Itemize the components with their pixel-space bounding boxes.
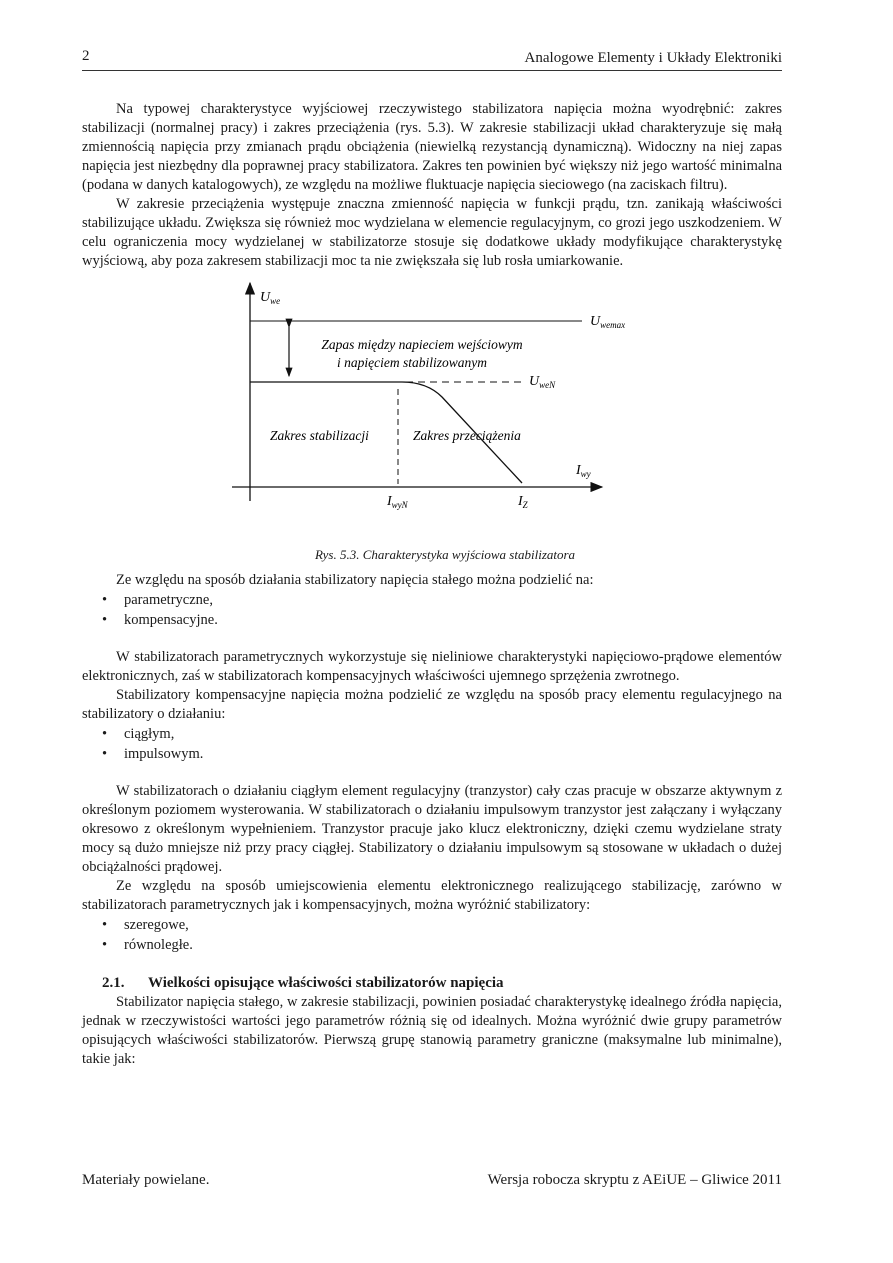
paragraph-7: Ze względu na sposób umiejscowienia elementu elektronicznego realizującego stabilizację, zarówno w stabilizatorach parametrycznych jak i kompensacyjnych, można wyróżnić stabilizatory: xyxy=(82,878,782,913)
footer-right: Wersja robocza skryptu z AEiUE – Gliwice 2011 xyxy=(487,1172,782,1188)
label-i-wy: $I_{wy}$ xyxy=(576,463,591,479)
section-heading xyxy=(82,973,782,993)
list-item: • szeregowe, xyxy=(82,915,782,935)
paragraph-6: W stabilizatorach o działaniu ciągłym element regulacyjny (tranzystor) cały czas pracuje w obszarze aktywnym z określonym poziomem wysterowania. W stabilizatorach o działaniu impulsowym tranzystor jest załączany i wyłączany okresowo z określonym wypełnieniem. Tranzystor pracuje jako klucz elektroniczny, dzięki czemu wydzielane straty mocy są dużo mniejsze niż przy pracy ciągłej. Stabilizatory o działaniu impulsowym są stosowane w układach o dużej obciążalności prądowej. xyxy=(82,783,782,875)
footer-left: Materiały powielane. xyxy=(82,1172,210,1188)
list-item: • ciągłym, xyxy=(82,724,782,744)
paragraph-2: W zakresie przeciążenia występuje znaczna zmienność napięcia w funkcji prądu, tzn. zanikają właściwości stabilizujące układu. Zwiększa się również moc wydzielana w elemencie regulacyjnym, co grozi jego uszkodzeniem. W celu ograniczenia mocy wydzielanej w stabilizatorze stosuje się dodatkowe układy modyfikujące charakterystykę wyjściową, aby poza zakresem stabilizacji moc ta nie zwiększała się lub rosła umiarkowanie. xyxy=(82,196,782,269)
running-title: Analogowe Elementy i Układy Elektroniki xyxy=(524,50,782,66)
list-item: • równoległe. xyxy=(82,935,782,955)
list-operation-modes xyxy=(82,724,782,764)
paragraph-4: W stabilizatorach parametrycznych wykorzystuje się nieliniowe charakterystyki napięciowo-prądowe elementów elektronicznych, zaś w stabilizatorach kompensacyjnych właściwości ujemnego sprzężenia zwrotnego. xyxy=(82,649,782,684)
list-stabilizer-types xyxy=(82,590,782,630)
figure-output-characteristic xyxy=(82,279,782,539)
label-i-z: $I_Z$ xyxy=(518,494,528,510)
label-i-wyn: $I_{wyN}$ xyxy=(387,494,408,510)
paragraph-1: Na typowej charakterystyce wyjściowej rzeczywistego stabilizatora napięcia można wyodrębnić: zakres stabilizacji (normalnej pracy) i zakres przeciążenia (rys. 5.3). W zakresie stabilizacji układ charakteryzuje się małą zmiennością napięcia przy zmianach prądu obciążenia (niewielką rezystancją dynamiczną). Widoczny na niej zapas napięcia jest niezbędny dla poprawnej pracy stabilizatora. Zakres ten powinien być większy niż jego wartość minimalna (podana w danych katalogowych), ze względu na możliwe fluktuacje napięcia sieciowego (na zaciskach filtru). xyxy=(82,101,782,193)
page-content xyxy=(82,100,782,1069)
label-u-wemax: $U_{wemax}$ xyxy=(590,314,626,330)
label-zone-stab: Zakres stabilizacji xyxy=(270,428,369,443)
list-item: • parametryczne, xyxy=(82,590,782,610)
paragraph-5: Stabilizatory kompensacyjne napięcia można podzielić ze względu na sposób pracy elementu regulacyjnego na stabilizatory o działaniu: xyxy=(82,687,782,722)
label-margin-line1: Zapas między napieciem wejściowym xyxy=(321,337,523,352)
page-header xyxy=(82,48,782,71)
label-zone-over: Zakres przeciążenia xyxy=(413,428,521,443)
list-item: • kompensacyjne. xyxy=(82,610,782,630)
characteristic-diagram xyxy=(82,279,782,539)
list-item: • impulsowym. xyxy=(82,744,782,764)
section-title: Wielkości opisujące właściwości stabilizatorów napięcia xyxy=(148,975,504,991)
page-number: 2 xyxy=(82,48,90,64)
label-margin-line2: i napięciem stabilizowanym xyxy=(337,355,487,370)
label-u-we: $U_{we}$ xyxy=(260,290,281,306)
list-placement xyxy=(82,915,782,955)
paragraph-8: Stabilizator napięcia stałego, w zakresie stabilizacji, powinien posiadać charakterystykę idealnego źródła napięcia, jednak w rzeczywistości wartości jego parametrów różnią się od idealnych. Można wyróżnić dwie grupy parametrów opisujących właściwości stabilizatorów. Pierwszą grupę stanowią parametry graniczne (maksymalne lub minimalne), takie jak: xyxy=(82,994,782,1067)
section-number: 2.1. xyxy=(102,975,125,991)
figure-caption: Rys. 5.3. Charakterystyka wyjściowa stabilizatora xyxy=(314,547,576,562)
label-u-wen: $U_{weN}$ xyxy=(529,374,556,390)
paragraph-3: Ze względu na sposób działania stabilizatory napięcia stałego można podzielić na: xyxy=(116,572,594,588)
